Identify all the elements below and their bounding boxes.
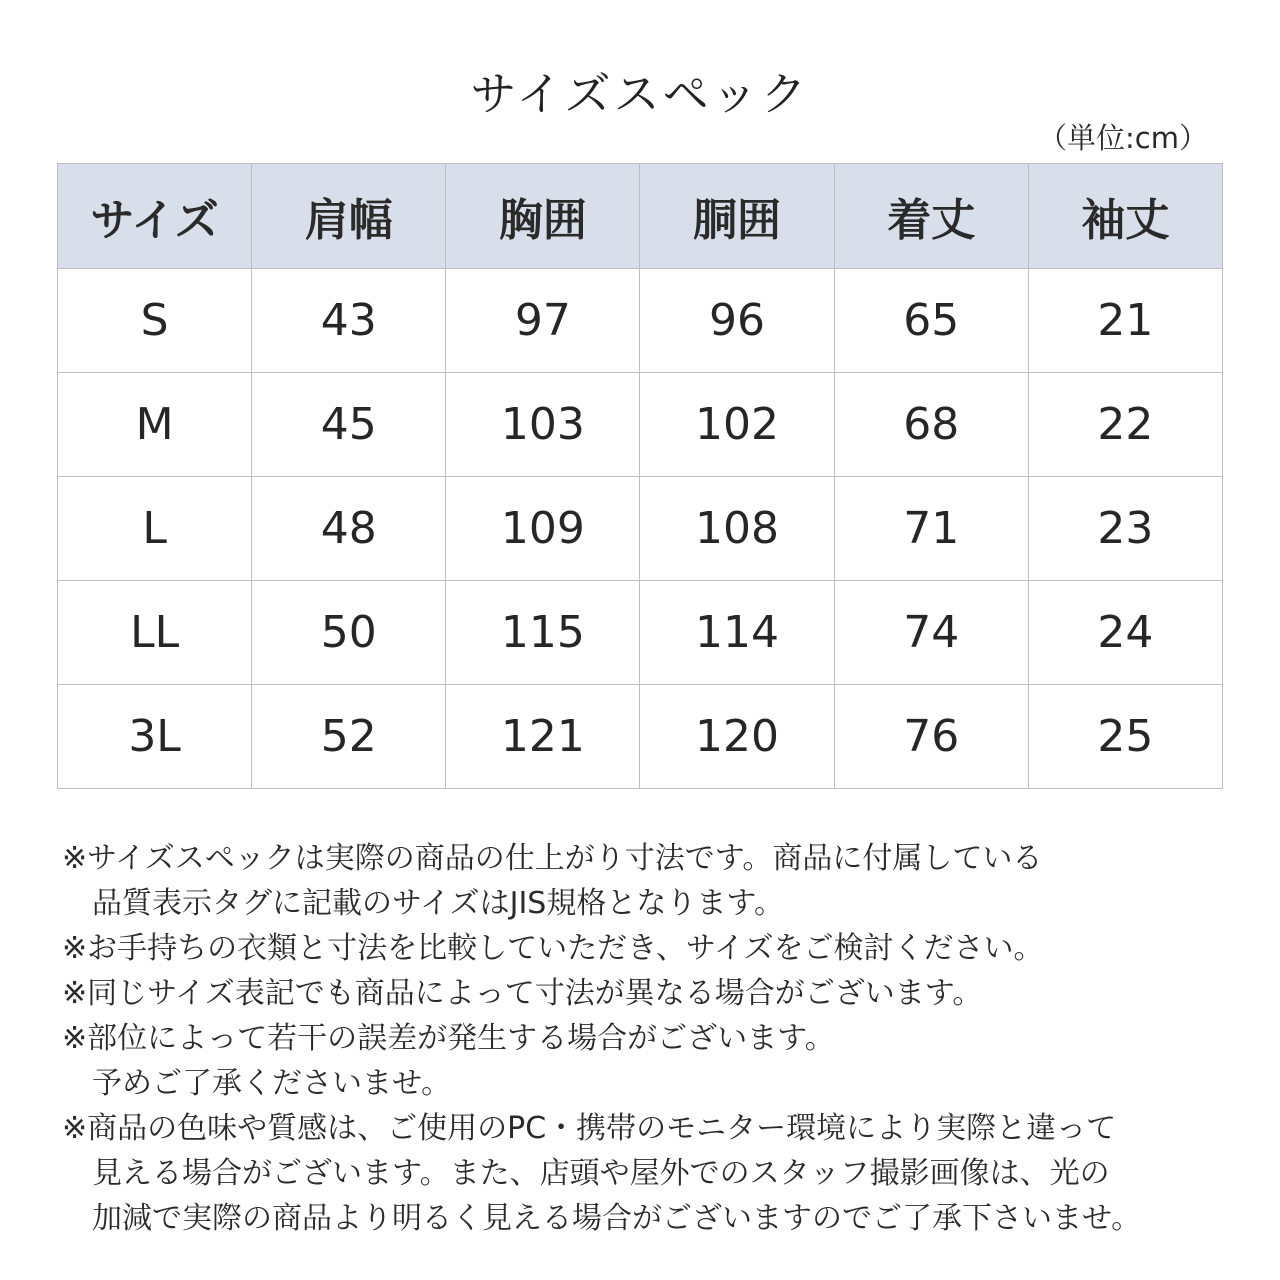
header-length: 着丈 xyxy=(834,164,1028,269)
table-cell: M xyxy=(58,373,252,477)
header-shoulder-width: 肩幅 xyxy=(252,164,446,269)
table-body xyxy=(58,269,1223,789)
table-header xyxy=(58,164,1223,269)
table-cell: 96 xyxy=(640,269,834,373)
notes-section xyxy=(62,836,1252,1241)
note-line: ※商品の色味や質感は、ご使用のPC・携帯のモニター環境により実際と違って xyxy=(62,1111,1117,1146)
note-item xyxy=(62,836,1252,926)
table-cell: 23 xyxy=(1028,477,1222,581)
table-cell: S xyxy=(58,269,252,373)
table-cell: 114 xyxy=(640,581,834,685)
note-item xyxy=(62,926,1252,971)
table-cell: 43 xyxy=(252,269,446,373)
table-cell: 65 xyxy=(834,269,1028,373)
note-item xyxy=(62,1016,1252,1106)
table-cell: 120 xyxy=(640,685,834,789)
table-row xyxy=(58,477,1223,581)
table-cell: 3L xyxy=(58,685,252,789)
header-waist: 胴囲 xyxy=(640,164,834,269)
note-item xyxy=(62,1106,1252,1241)
table-cell: 48 xyxy=(252,477,446,581)
note-line: ※サイズスペックは実際の商品の仕上がり寸法です。商品に付属している xyxy=(62,841,1043,876)
table-cell: 45 xyxy=(252,373,446,477)
table-cell: 71 xyxy=(834,477,1028,581)
table-cell: 97 xyxy=(446,269,640,373)
table-cell: 22 xyxy=(1028,373,1222,477)
table-cell: 115 xyxy=(446,581,640,685)
table-cell: 121 xyxy=(446,685,640,789)
table-cell: 21 xyxy=(1028,269,1222,373)
note-line: ※部位によって若干の誤差が発生する場合がございます。 xyxy=(62,1021,835,1056)
table-row xyxy=(58,581,1223,685)
table-cell: 68 xyxy=(834,373,1028,477)
note-line: ※同じサイズ表記でも商品によって寸法が異なる場合がございます。 xyxy=(62,976,983,1011)
note-line: 品質表示タグに記載のサイズはJIS規格となります。 xyxy=(92,886,784,921)
table-cell: 24 xyxy=(1028,581,1222,685)
table-cell: 108 xyxy=(640,477,834,581)
table-cell: 50 xyxy=(252,581,446,685)
table-cell: 52 xyxy=(252,685,446,789)
note-line: 見える場合がございます。また、店頭や屋外でのスタッフ撮影画像は、光の xyxy=(92,1156,1110,1191)
table-cell: 74 xyxy=(834,581,1028,685)
header-size: サイズ xyxy=(58,164,252,269)
header-sleeve-length: 袖丈 xyxy=(1028,164,1222,269)
unit-label: （単位:cm） xyxy=(1038,121,1208,155)
table-cell: 103 xyxy=(446,373,640,477)
table-cell: LL xyxy=(58,581,252,685)
note-line: 予めご了承くださいませ。 xyxy=(92,1066,452,1101)
page-title: サイズスペック xyxy=(470,67,810,121)
note-line: 加減で実際の商品より明るく見える場合がございますのでご了承下さいませ。 xyxy=(92,1201,1142,1236)
table-cell: 102 xyxy=(640,373,834,477)
table-cell: 76 xyxy=(834,685,1028,789)
table-row xyxy=(58,685,1223,789)
table-row xyxy=(58,373,1223,477)
note-item xyxy=(62,971,1252,1016)
table-cell: 109 xyxy=(446,477,640,581)
header-chest: 胸囲 xyxy=(446,164,640,269)
table-cell: L xyxy=(58,477,252,581)
table-row xyxy=(58,269,1223,373)
header-row xyxy=(58,164,1223,269)
size-spec-table xyxy=(57,163,1223,789)
note-line: ※お手持ちの衣類と寸法を比較していただき、サイズをご検討ください。 xyxy=(62,931,1044,966)
table-cell: 25 xyxy=(1028,685,1222,789)
